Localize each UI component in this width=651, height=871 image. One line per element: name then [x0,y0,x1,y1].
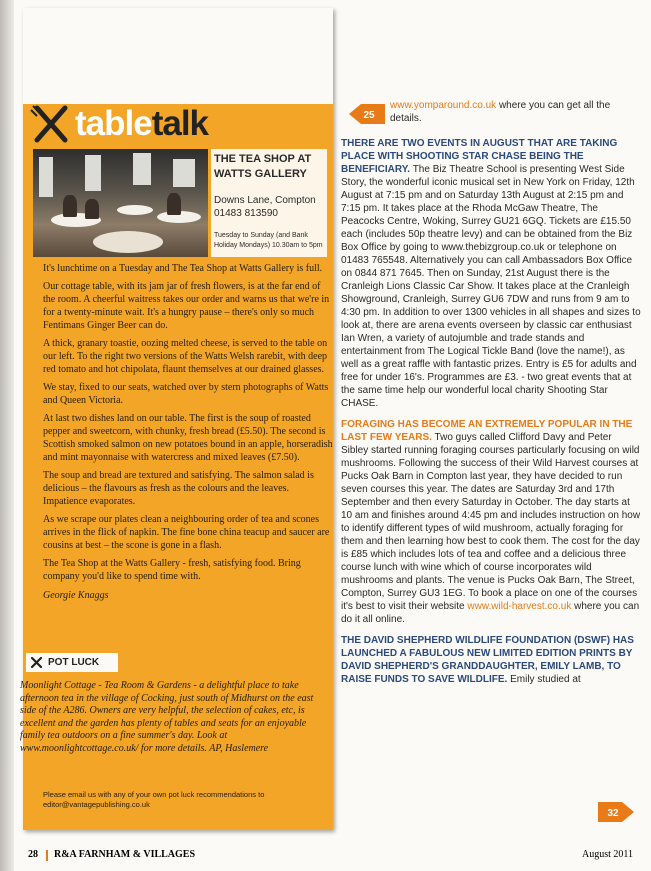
review-paragraph: As we scrape our plates clean a neighbouring order of tea and scones arrives in the flick of napkin. The fine bone china teacup and saucer are cousins at best – the scone is gone in a flash. [43,514,330,551]
foraging-body: Two guys called Clifford Davy and Peter Sibley started running foraging courses particularly focusing on wild mushrooms. Following the success of their Wild Harvest courses at Pucks Oak Barn in Compton last year, they have decided to run seven courses this year. The dates are Saturday 3rd and 17th September and then every Saturday in October. The day starts at 10 am and finishes around 4:45 pm and includes instruction on how to identify different types of wild mushroom, actually foraging for them and then learning how best to cook them. The cost for the day is £85 which includes lots of tea and coffee and a delicious three course lunch with wine which of course incorporates wild mushrooms and plants. The venue is Pucks Oak Barn, The Street, Compton, Surrey GU3 1EG. To book a place on one of the courses it's best to visit their website [341,432,641,612]
review-paragraph: The Tea Shop at the Watts Gallery - fresh, satisfying food. Bring company you'd like to spend time with. [43,558,301,582]
tabletalk-panel [20,8,333,830]
venue-address [214,194,316,220]
wild-harvest-link[interactable]: www.wild-harvest.co.uk [467,601,572,612]
review-paragraph: A thick, granary toastie, oozing melted cheese, is served to the table on our left. To the right two versions of the Watts Welsh rarebit, with deep red tomato and hot chipolata, flaunt themselves at our drained glasses. [43,338,328,375]
venue-info-box [211,149,327,257]
crossed-fork-knife-icon [30,656,43,669]
dswf-article [341,634,641,686]
shooting-star-article [341,137,641,410]
right-column [341,137,641,694]
continued-to-number: 32 [607,808,619,819]
review-paragraph: We stay, fixed to our seats, watched over by stern photographs of Watts and Queen Victoria. [43,382,329,406]
continued-from-arrow-icon [349,104,385,124]
tabletalk-masthead [29,102,208,146]
masthead-word-table: table [75,104,152,143]
publication-name: R&A FARNHAM & VILLAGES [54,849,196,860]
yomparound-link[interactable]: www.yomparound.co.uk [390,100,497,111]
pot-luck-heading [26,653,118,672]
footer-divider [46,850,48,861]
review-paragraph: It's lunchtime on a Tuesday and The Tea Shop at Watts Gallery is full. [43,263,323,274]
yomp-rest-text: where you can get all the details. [390,100,611,124]
review-paragraph: The soup and bread are textured and satisfying. The salmon salad is delicious – the flavours as fresh as the colours and the leaves. Impatience evaporates. [43,470,314,507]
yomp-continuation [390,99,642,125]
page-footer [28,849,633,863]
review-paragraph: Our cottage table, with its jam jar of fresh flowers, is at the far end of the room. A cheerful waitress takes our order and warns us that we're in for a twenty-minute wait. It's a hungry pause – there's only so much Fentimans Ginger Beer can do. [43,281,330,331]
review-paragraph: At last two dishes land on our table. The first is the soup of roasted pepper and sweetcorn, with chunky, fresh bread (£5.50). The second is Scottish smoked salmon on new potatoes bound in an apple, horseradish and mint mayonnaise with watercress and mixed leaves (£7.50). [43,413,333,463]
shooting-star-heading: THERE ARE TWO EVENTS IN AUGUST THAT ARE TAKING PLACE WITH SHOOTING STAR CHASE BEING THE BENEFICIARY. [341,138,618,175]
biz-group-link[interactable]: www.thebizgroup.co.uk [441,242,545,253]
issue-date: August 2011 [581,849,633,860]
venue-phone: 01483 813590 [214,208,278,219]
crossed-fork-knife-icon [29,102,73,146]
tea-shop-photo [33,149,208,257]
venue-title: THE TEA SHOP AT WATTS GALLERY [214,153,312,180]
shooting-star-body-cont: or telephone on 01483 765548. Alternatively you can call Ambassadors Box Office on 0844 871 7645. Then on Sunday, 21st August there is the Cranleigh Lions Classic Car Show. It takes place at the Cranleigh Showground, Cranleigh, Surrey GU6 7DW and runs from 9 am to 4:30 pm. In addition to over 1300 vehicles in all shapes and sizes to look at, there are arena events overseen by classic car enthusiast Ian Wren, a variety of autojumble and trade stands and entertainment from The Logical Tickle Band (love the name!), as well as a great raffle with fantastic prizes. Entry is £5 for adults and free for under 16's. Programmes are £3. - two great events that at the same time help our wonderful local charity Shooting Star CHASE. [341,242,641,409]
foraging-article [341,418,641,626]
email-note: Please email us with any of your own pot luck recommendations to editor@vantagepublishing.co.uk [43,790,265,809]
dswf-heading: THE DAVID SHEPHERD WILDLIFE FOUNDATION (DSWF) HAS LAUNCHED A FABULOUS NEW LIMITED EDITION PRINTS BY DAVID SHEPHERD'S GRANDDAUGHTER, EMILY LAMB, TO RAISE FUNDS TO SAVE WILDLIFE. [341,635,634,685]
masthead-word-talk: talk [151,104,209,143]
dswf-body: Emily studied at [507,674,581,685]
review-text [43,262,335,602]
panel-header-area [23,8,333,104]
pot-luck-text: Moonlight Cottage - Tea Room & Gardens - a delightful place to take afternoon tea in the village of Cocking, just south of Midhurst on the east side of the A286. Owners are very helpful, the selection of cakes, etc, is excellent and the garden has plenty of tables and seats for an enjoyable family tea outdoors on a fine summer's day. Look at www.moonlightcottage.co.uk/ for more details. AP, Haslemere [20,680,314,754]
review-byline: Georgie Knaggs [43,590,109,601]
venue-hours: Tuesday to Sunday (and Bank Holiday Mondays) 10.30am to 5pm [214,232,323,249]
page-binding-shadow [0,0,14,871]
foraging-end: where you can do it all online. [341,601,640,625]
venue-address-line: Downs Lane, Compton [214,195,316,206]
continued-from-number: 25 [363,110,375,121]
pot-luck-title: POT LUCK [48,657,100,668]
foraging-heading: FORAGING HAS BECOME AN EXTREMELY POPULAR IN THE LAST FEW YEARS. [341,419,633,443]
page-number: 28 [28,849,38,860]
shooting-star-body: The Biz Theatre School is presenting West Side Story, the wonderful iconic musical set in New York on Friday, 12th August at 7:15 pm and on Saturday 13th August at 2:15 pm and 7:15 pm. It takes place at the Rhoda McGaw Theatre, The Peacocks Centre, Woking, Surrey GU21 6GQ. Tickets are £15.50 each (includes 50p theatre levy) and can be obtained from the Biz Box Office by going to [341,164,635,253]
continued-to-arrow-icon [598,802,634,822]
